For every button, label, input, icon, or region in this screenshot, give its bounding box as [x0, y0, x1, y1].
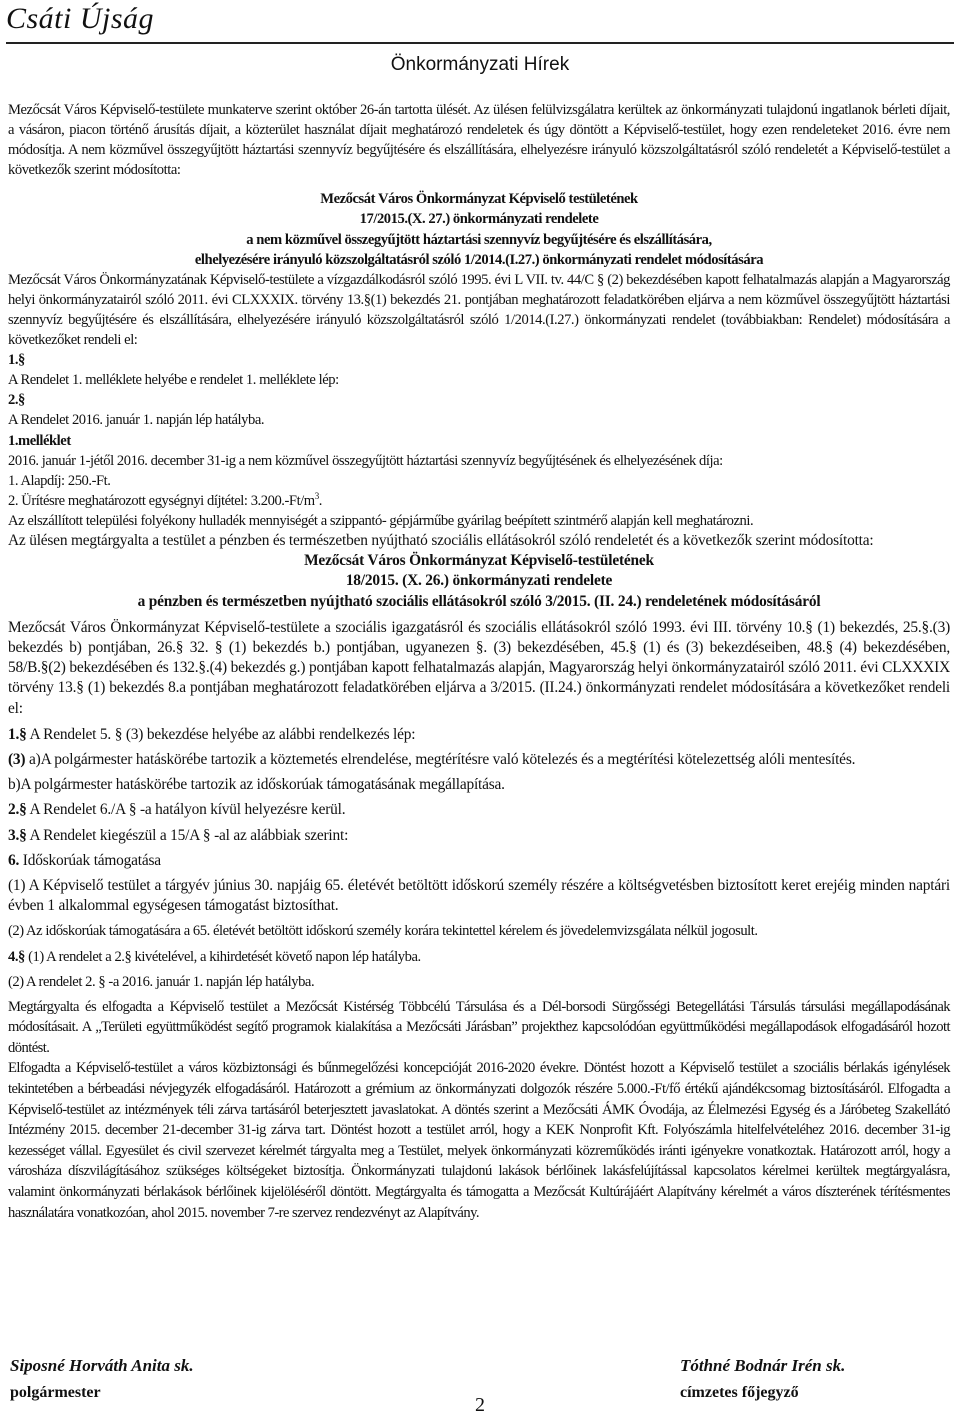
decree2-p3-text: a)A polgármester hatáskörébe tartozik a köztemetés elrendelése, megtérítésre való kötelezés és a megtérítési kötelezettség alóli mentesítés.	[25, 751, 856, 768]
decree2-s1-label: 1.§	[8, 725, 27, 743]
annex-label: 1.melléklet	[8, 432, 71, 449]
decree1-preamble: Mezőcsát Város Önkormányzatának Képviselő-testülete a vízgazdálkodásról szóló 1995. évi L VII. tv. 44/C § (2) bekezdésében kapott felhatalmazás alapján a Magyarország helyi önkormányzatairól szóló 2011. évi CLXXXIX. törvény 13.§(1) bekezdés 21. pontjában meghatározott feladatkörében eljárva a nem közművel összegyűjtött háztartási szennyvíz begyűjtésére és elszállítására, elhelyezésére irányuló közszolgáltatásról szóló 1/2014.(I.27.) önkormányzati rendelet (továbbiakban: Rendelet) módosítására a következőket rendeli el:	[8, 271, 950, 349]
closing-paragraph-1: Megtárgyalta és elfogadta a Képviselő testület a Mezőcsát Kistérség Többcélú Társulása és a Dél-borsodi Sürgősségi Betegellátási Társulás társulási megállapodásának módosításait. A „Területi együttműködést segítő programok kialakítása a Mezőcsáti Járásban” projekthez kapcsolódóan együttműködési megállapodások elfogadásáról hozott döntést.	[8, 998, 950, 1056]
mayor-role: polgármester	[10, 1384, 101, 1401]
decree2-s3-label: 3.§	[8, 826, 27, 844]
fee-unit-end: .	[318, 492, 322, 509]
decree2-heading-2: 18/2015. (X. 26.) önkormányzati rendelete	[345, 572, 613, 590]
annex-text: 2016. január 1-jétől 2016. december 31-ig a nem közművel összegyűjtött háztartási szennyvíz begyűjtésének és elhelyezésének díja:	[8, 452, 723, 469]
decree2-preamble: Mezőcsát Város Önkormányzat Képviselő-testülete a szociális igazgatásról és szociális ellátásokról szóló 1993. évi III. törvény 10.§ (1) bekezdés, 25.§.(3) bekezdés b) pontjában, 26.§ 32. § (1) bekezdés b.) pontjában, ugyanezen §. (3) bekezdésében, 45.§ (1) és (3) bekezdéseiben, 48.§ (4) bekezdésében, 58/B.§(2) bekezdésében és 132.§.(4) bekezdés g.) pontjában kapott felhatalmazás alapján, Magyarország helyi önkormányzatairól szóló 2011. évi CLXXXIX törvény 13.§ (1) bekezdés 8.a pontjában meghatározott feladatkörében eljárva a 3/2015. (II.24.) önkormányzati rendelet módosítására a következőket rendeli el:	[8, 618, 950, 717]
decree2-s2-label: 2.§	[8, 801, 27, 819]
decree1-heading-1: Mezőcsát Város Önkormányzat Képviselő testületének	[320, 191, 638, 208]
intro-paragraph: Mezőcsát Város Képviselő-testülete munkaterve szerint október 26-án tartotta ülését. Az ülésen felülvizsgálatra kerültek az önkormányzati tulajdonú ingatlanok bérleti díjait, a vásáron, piacon történő árusítás díjait, a közterület használat díjait meghatározó rendeletek és úgy döntött a Képviselő-testület, hogy ezen rendeleteket 2016. évre nem módosítja. A nem közművel összegyűjtött háztartási szennyvíz begyűjtésére és elszállítására, elhelyezésre irányuló közszolgáltatásról szóló rendeletét a Képviselő-testület a következők szerint módosította:	[8, 102, 950, 179]
decree2-s4-text: (1) A rendelet a 2.§ kivételével, a kihirdetését követő napon lép hatályba.	[24, 948, 421, 965]
decree2-s6-label: 6.	[8, 851, 20, 869]
decree1-heading-4: elhelyezésére irányuló közszolgáltatásról szóló 1/2014.(I.27.) önkormányzati rendelet módosítására	[194, 251, 764, 268]
fee-basic: 1. Alapdíj: 250.-Ft.	[8, 472, 111, 489]
decree2-s3-text: A Rendelet kiegészül a 15/A § -al az alábbiak szerint:	[26, 826, 349, 844]
decree2-heading-3: a pénzben és természetben nyújtható szociális ellátásokról szóló 3/2015. (II. 24.) rendeletének módosításáról	[137, 592, 821, 610]
masthead: Csáti Újság	[6, 2, 155, 35]
decree-transition: Az ülésen megtárgyalta a testület a pénzben és természetben nyújtható szociális ellátásokról szóló rendeletét és a következők szerint módosította:	[8, 531, 874, 549]
mayor-name: Siposné Horváth Anita sk.	[10, 1356, 194, 1375]
decree2-p3-label: (3)	[8, 751, 26, 768]
decree1-s1-label: 1.§	[8, 352, 25, 369]
fee-unit-text: 2. Ürítésre meghatározott egységnyi díjtétel: 3.200.-Ft/m	[8, 492, 315, 509]
decree2-p3b: b)A polgármester hatáskörébe tartozik az időskorúak támogatásának megállapítása.	[8, 776, 505, 794]
decree2-s2-text: A Rendelet 6./A § -a hatályon kívül helyezésre kerül.	[26, 801, 346, 819]
decree2-s6-text: Időskorúak támogatása	[19, 851, 161, 869]
decree2-s4-p2: (2) A rendelet 2. § -a 2016. január 1. napján lép hatályba.	[8, 973, 315, 990]
decree1-note: Az elszállított települési folyékony hulladék mennyiségét a szippantó- gépjárműbe gyárilag beépített szintmérő alapján kell meghatározni.	[8, 512, 754, 529]
decree1-s1-text: A Rendelet 1. melléklete helyébe e rendelet 1. melléklete lép:	[8, 372, 339, 389]
decree1-heading-3: a nem közművel összegyűjtött háztartási szennyvíz begyűjtésére és elszállítására,	[246, 231, 712, 248]
fee-unit	[8, 491, 950, 511]
notary-name: Tóthné Bodnár Irén sk.	[680, 1356, 846, 1375]
decree2-s6-p2: (2) Az időskorúak támogatására a 65. életévét betöltött időskorú személy korára tekintettel kérelem és jövedelemvizsgálata nélkül jogosult.	[8, 923, 758, 940]
masthead-rule	[6, 42, 954, 44]
page-number: 2	[475, 1394, 485, 1416]
article-body	[8, 100, 950, 1223]
section-title: Önkormányzati Hírek	[390, 54, 570, 75]
decree2-s6-p1: (1) A Képviselő testület a tárgyév június 30. napjáig 65. életévét betöltött időskorú személy részére a költségvetésben biztosított keret erejéig minden naptári évben 1 alkalommal egységesen támogatást biztosíthat.	[8, 877, 950, 915]
decree1-s2-label: 2.§	[8, 392, 25, 409]
decree2-heading-1: Mezőcsát Város Önkormányzat Képviselő-testületének	[304, 552, 654, 570]
decree1-heading-2: 17/2015.(X. 27.) önkormányzati rendelete	[359, 211, 599, 228]
notary-role: címzetes főjegyző	[680, 1384, 799, 1401]
decree1-s2-text: A Rendelet 2016. január 1. napján lép hatályba.	[8, 412, 265, 429]
fee-unit-sup: 3	[314, 490, 319, 501]
decree2-s1-text: A Rendelet 5. § (3) bekezdése helyébe az alábbi rendelkezés lép:	[26, 725, 416, 743]
closing-paragraph-2: Elfogadta a Képviselő-testület a város közbiztonsági és bűnmegelőzési koncepcióját 2016-2020 évekre. Döntést hozott a Képviselő testület a szociális bérlakás igénylések tekintetében a bérbeadási névjegyzék elfogadásáról. Határozott a grémium az önkormányzati dolgozók részére 5.000.-Ft/fő értékű ajándékcsomag biztosításáról. Elfogadta a Képviselő-testület az intézmények téli zárva tartásáról beterjesztett javaslatokat. A döntés szerint a Mezőcsáti ÁMK Óvodája, az Élelmezési Egység és a Járóbeteg Szakellátó Intézmény 2015. december 21-december 31-ig zárva tart. Döntést hozott a testület arról, hogy a KEK Nonprofit Kft. Folyószámla hitelfelvételéhez 2016. december 31-ig kezességet vállal. Egyesület és civil szervezet kérelmét tárgyalta meg a Testület, melyek önkormányzati közreműködés iránti igényekre vonatkoztak. Határozott arról, hogy a városháza díszvilágításához szükséges költségeket biztosítja. Önkormányzati tulajdonú lakások bérlőinek lakásfelújítással kapcsolatos kérelmei kerültek megtárgyalásra, valamint önkormányzati bérlakások bérlőinek kijelöléséről döntött. Megtárgyalta és támogatta a Mezőcsát Kultúrájáért Alapítvány kérelmét a város díszterének térítésmentes használatára vonatkozóan, ahol 2015. november 7-re szervez rendezvényt az Alapítvány.	[8, 1060, 950, 1221]
decree2-s4-label: 4.§	[8, 948, 25, 965]
